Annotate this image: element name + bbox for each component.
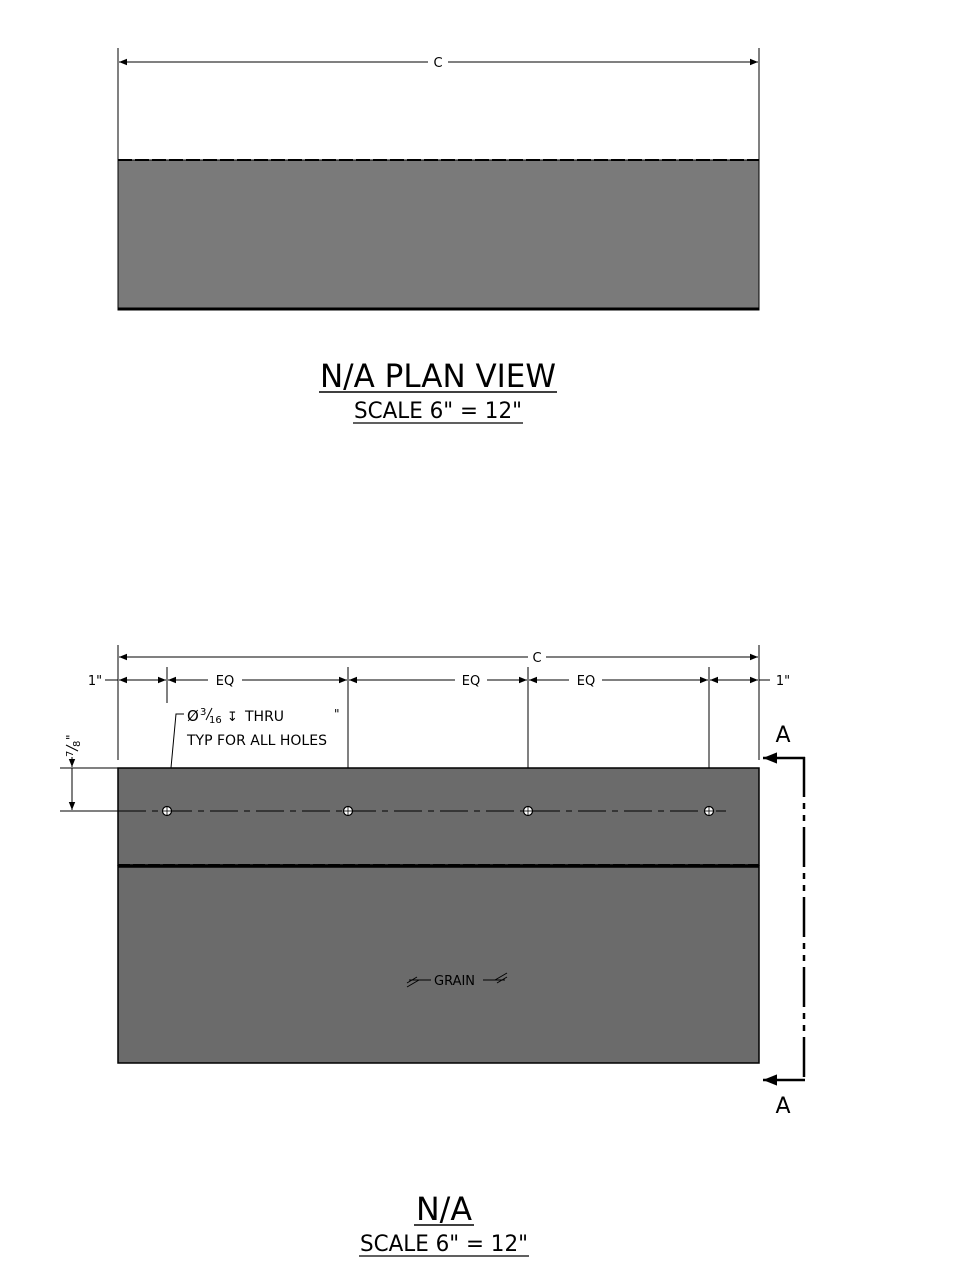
hole-fraction-denominator: 16 bbox=[209, 715, 222, 726]
section-label-bottom: A bbox=[775, 1094, 791, 1119]
plan-view bbox=[118, 48, 759, 424]
plan-view-title: N/A PLAN VIEW bbox=[320, 357, 556, 395]
elevation-view-title: N/A bbox=[416, 1190, 473, 1228]
hole-1 bbox=[162, 806, 172, 816]
hole-note-line2: TYP FOR ALL HOLES bbox=[187, 733, 327, 749]
eq-dim-2-label: EQ bbox=[461, 674, 481, 689]
hole-fraction-numerator: 3 bbox=[200, 707, 207, 718]
elevation-view-scale: SCALE 6" = 12" bbox=[360, 1232, 528, 1257]
hole-4 bbox=[704, 806, 714, 816]
diameter-symbol: Ø bbox=[187, 707, 199, 725]
vertical-dim-label bbox=[64, 734, 83, 757]
hole-2 bbox=[343, 806, 353, 816]
left-edge-dim-label: 1" bbox=[87, 674, 103, 689]
hole-note-inch-mark: " bbox=[334, 707, 340, 721]
grain-label: GRAIN bbox=[434, 974, 476, 989]
vertical-dim-inch-mark: " bbox=[64, 734, 78, 740]
eq-dim-1-label: EQ bbox=[215, 674, 235, 689]
eq-dim-3-label: EQ bbox=[576, 674, 596, 689]
elev-overall-dim-label: C bbox=[532, 651, 542, 666]
depth-symbol: ↧ bbox=[227, 710, 238, 725]
plan-view-scale: SCALE 6" = 12" bbox=[354, 399, 522, 424]
right-edge-dim-label: 1" bbox=[775, 674, 791, 689]
plan-board bbox=[118, 160, 759, 310]
section-label-top: A bbox=[775, 723, 791, 748]
elevation-board-face bbox=[118, 866, 759, 1063]
hole-3 bbox=[523, 806, 533, 816]
plan-dimension-label: C bbox=[433, 56, 443, 71]
vertical-dim-denominator: 8 bbox=[72, 740, 83, 747]
vertical-dim-numerator: 7 bbox=[65, 750, 76, 757]
section-cut-marker bbox=[763, 723, 805, 1119]
elevation-view bbox=[60, 645, 805, 1257]
elevation-board-edge-strip bbox=[118, 768, 759, 865]
hole-note-thru: THRU bbox=[245, 709, 285, 725]
